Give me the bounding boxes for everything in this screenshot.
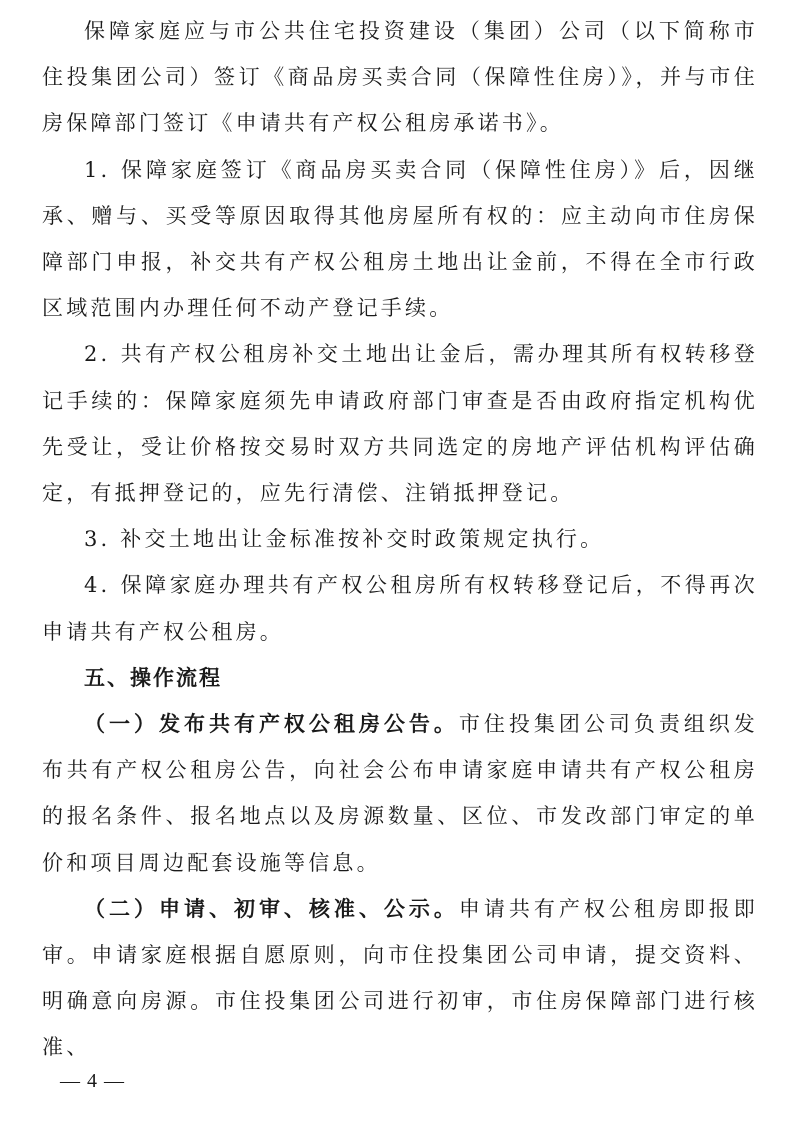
paragraph-clause-1: 1. 保障家庭签订《商品房买卖合同（保障性住房）》后，因继承、赠与、买受等原因取得其他房屋所有权的：应主动向市住房保障部门申报，补交共有产权公租房土地出让金前，不得在全市行政区域范围内办理任何不动产登记手续。 — [42, 157, 758, 321]
paragraph-clause-2: 2. 共有产权公租房补交土地出让金后，需办理其所有权转移登记手续的：保障家庭须先申请政府部门审查是否由政府指定机构优先受让，受让价格按交易时双方共同选定的房地产评估机构评估确定，有抵押登记的，应先行清偿、注销抵押登记。 — [42, 342, 758, 506]
step-2-text: 申请共有产权公租房即报即审。申请家庭根据自愿原则，向市住投集团公司申请，提交资料、明确意向房源。市住投集团公司进行初审，市住房保障部门进行核准、 — [42, 896, 759, 1060]
document-body — [42, 8, 758, 1071]
page-number: — 4 — — [60, 1070, 125, 1092]
section-heading: 五、操作流程 — [84, 665, 222, 690]
paragraph-signing-contracts: 保障家庭应与市公共住宅投资建设（集团）公司（以下简称市住投集团公司）签订《商品房买卖合同（保障性住房）》，并与市住房保障部门签订《申请共有产权公租房承诺书》。 — [42, 19, 758, 136]
paragraph-clause-4: 4. 保障家庭办理共有产权公租房所有权转移登记后，不得再次申请共有产权公租房。 — [42, 573, 758, 644]
step-1-title: （一）发布共有产权公租房公告。 — [84, 712, 459, 737]
paragraph-clause-3: 3. 补交土地出让金标准按补交时政策规定执行。 — [84, 527, 605, 552]
step-2-title: （二）申请、初审、核准、公示。 — [84, 896, 459, 921]
paragraph-step-1 — [42, 701, 758, 886]
step-1-text: 市住投集团公司负责组织发布共有产权公租房公告，向社会公布申请家庭申请共有产权公租房的报名条件、报名地点以及房源数量、区位、市发改部门审定的单价和项目周边配套设施等信息。 — [42, 712, 759, 875]
paragraph-step-2 — [42, 886, 758, 1071]
